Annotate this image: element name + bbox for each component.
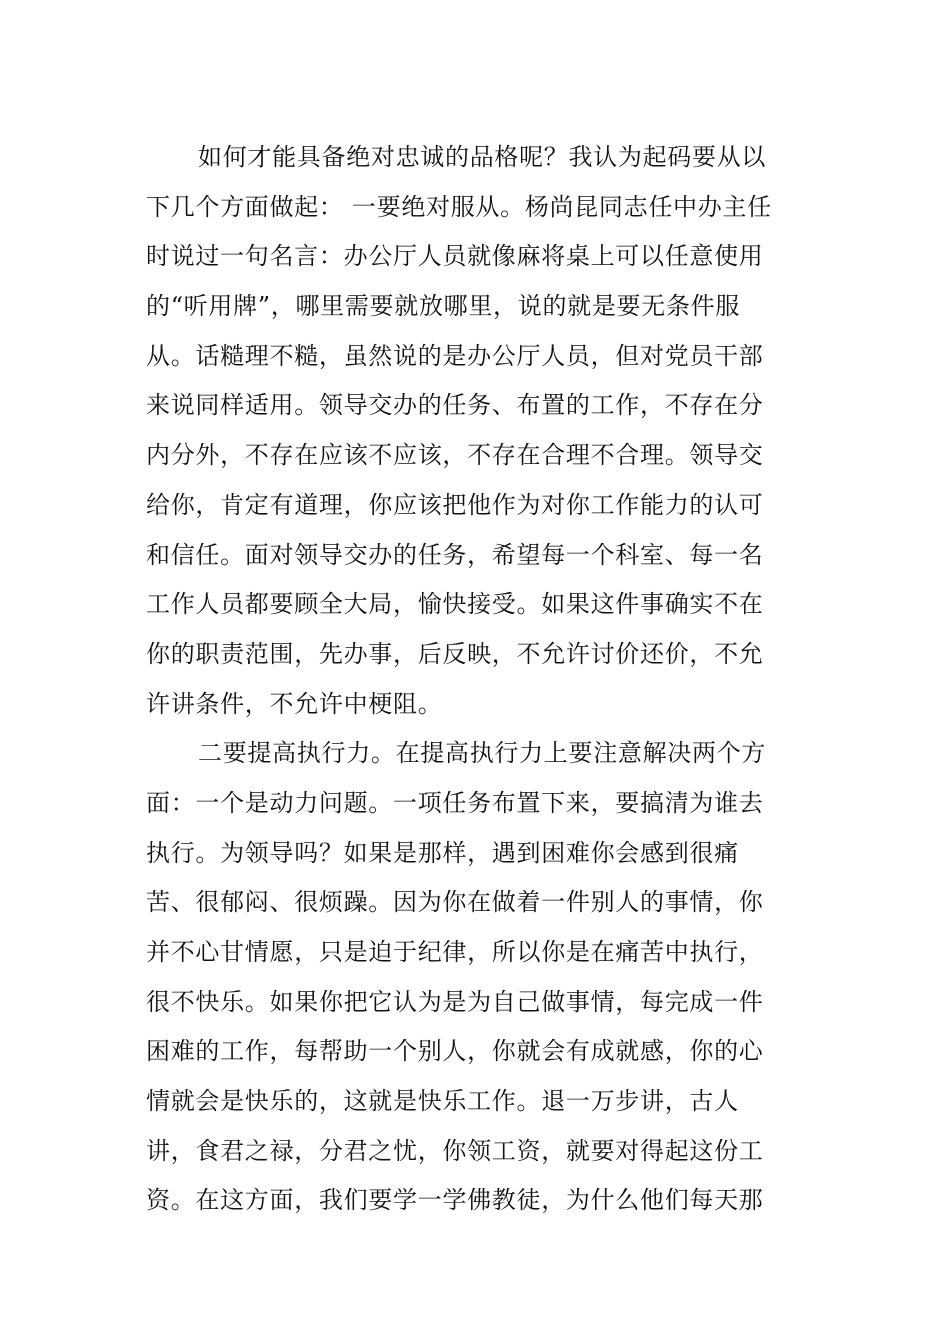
text-line: 资。在这方面，我们要学一学佛教徒，为什么他们每天那	[146, 1186, 764, 1215]
text-line: 苦、很郁闷、很烦躁。因为你在做着一件别人的事情，你	[146, 888, 764, 917]
text-line: 执行。为领导吗？如果是那样，遇到困难你会感到很痛	[146, 838, 739, 867]
text-line: 给你，肯定有道理，你应该把他作为对你工作能力的认可	[146, 490, 764, 519]
text-line: 和信任。面对领导交办的任务，希望每一个科室、每一名	[146, 540, 764, 569]
text-line: 情就会是快乐的，这就是快乐工作。退一万步讲，古人	[146, 1087, 739, 1116]
text-line: 来说同样适用。领导交办的任务、布置的工作，不存在分	[146, 391, 764, 420]
paragraph-2	[146, 729, 806, 1226]
text-line: 很不快乐。如果你把它认为是为自己做事情，每完成一件	[146, 987, 764, 1016]
text-line: 如何才能具备绝对忠诚的品格呢？我认为起码要从以	[198, 143, 767, 171]
text-line: 面：一个是动力问题。一项任务布置下来，要搞清为谁去	[146, 788, 764, 817]
text-line: 的“听用牌”，哪里需要就放哪里，说的就是要无条件服	[146, 292, 741, 321]
text-line: 讲，食君之禄，分君之忧，你领工资，就要对得起这份工	[146, 1136, 764, 1165]
text-line: 并不心甘情愿，只是迫于纪律，所以你是在痛苦中执行，	[146, 938, 764, 966]
body-text	[146, 133, 806, 1226]
text-line: 时说过一句名言：办公厅人员就像麻将桌上可以任意使用	[146, 242, 764, 271]
text-line: 许讲条件，不允许中梗阻。	[146, 689, 443, 718]
text-line: 工作人员都要顾全大局，愉快接受。如果这件事确实不在	[146, 590, 764, 619]
text-line: 从。话糙理不糙，虽然说的是办公厅人员，但对党员干部	[146, 341, 764, 370]
text-line: 下几个方面做起： 一要绝对服从。杨尚昆同志任中办主任	[146, 192, 772, 221]
paragraph-1	[146, 133, 806, 729]
text-line: 内分外，不存在应该不应该，不存在合理不合理。领导交	[146, 441, 764, 470]
text-line: 二要提高执行力。在提高执行力上要注意解决两个方	[198, 739, 767, 768]
text-line: 困难的工作，每帮助一个别人，你就会有成就感，你的心	[146, 1037, 764, 1066]
text-line: 你的职责范围，先办事，后反映，不允许讨价还价，不允	[146, 639, 764, 668]
